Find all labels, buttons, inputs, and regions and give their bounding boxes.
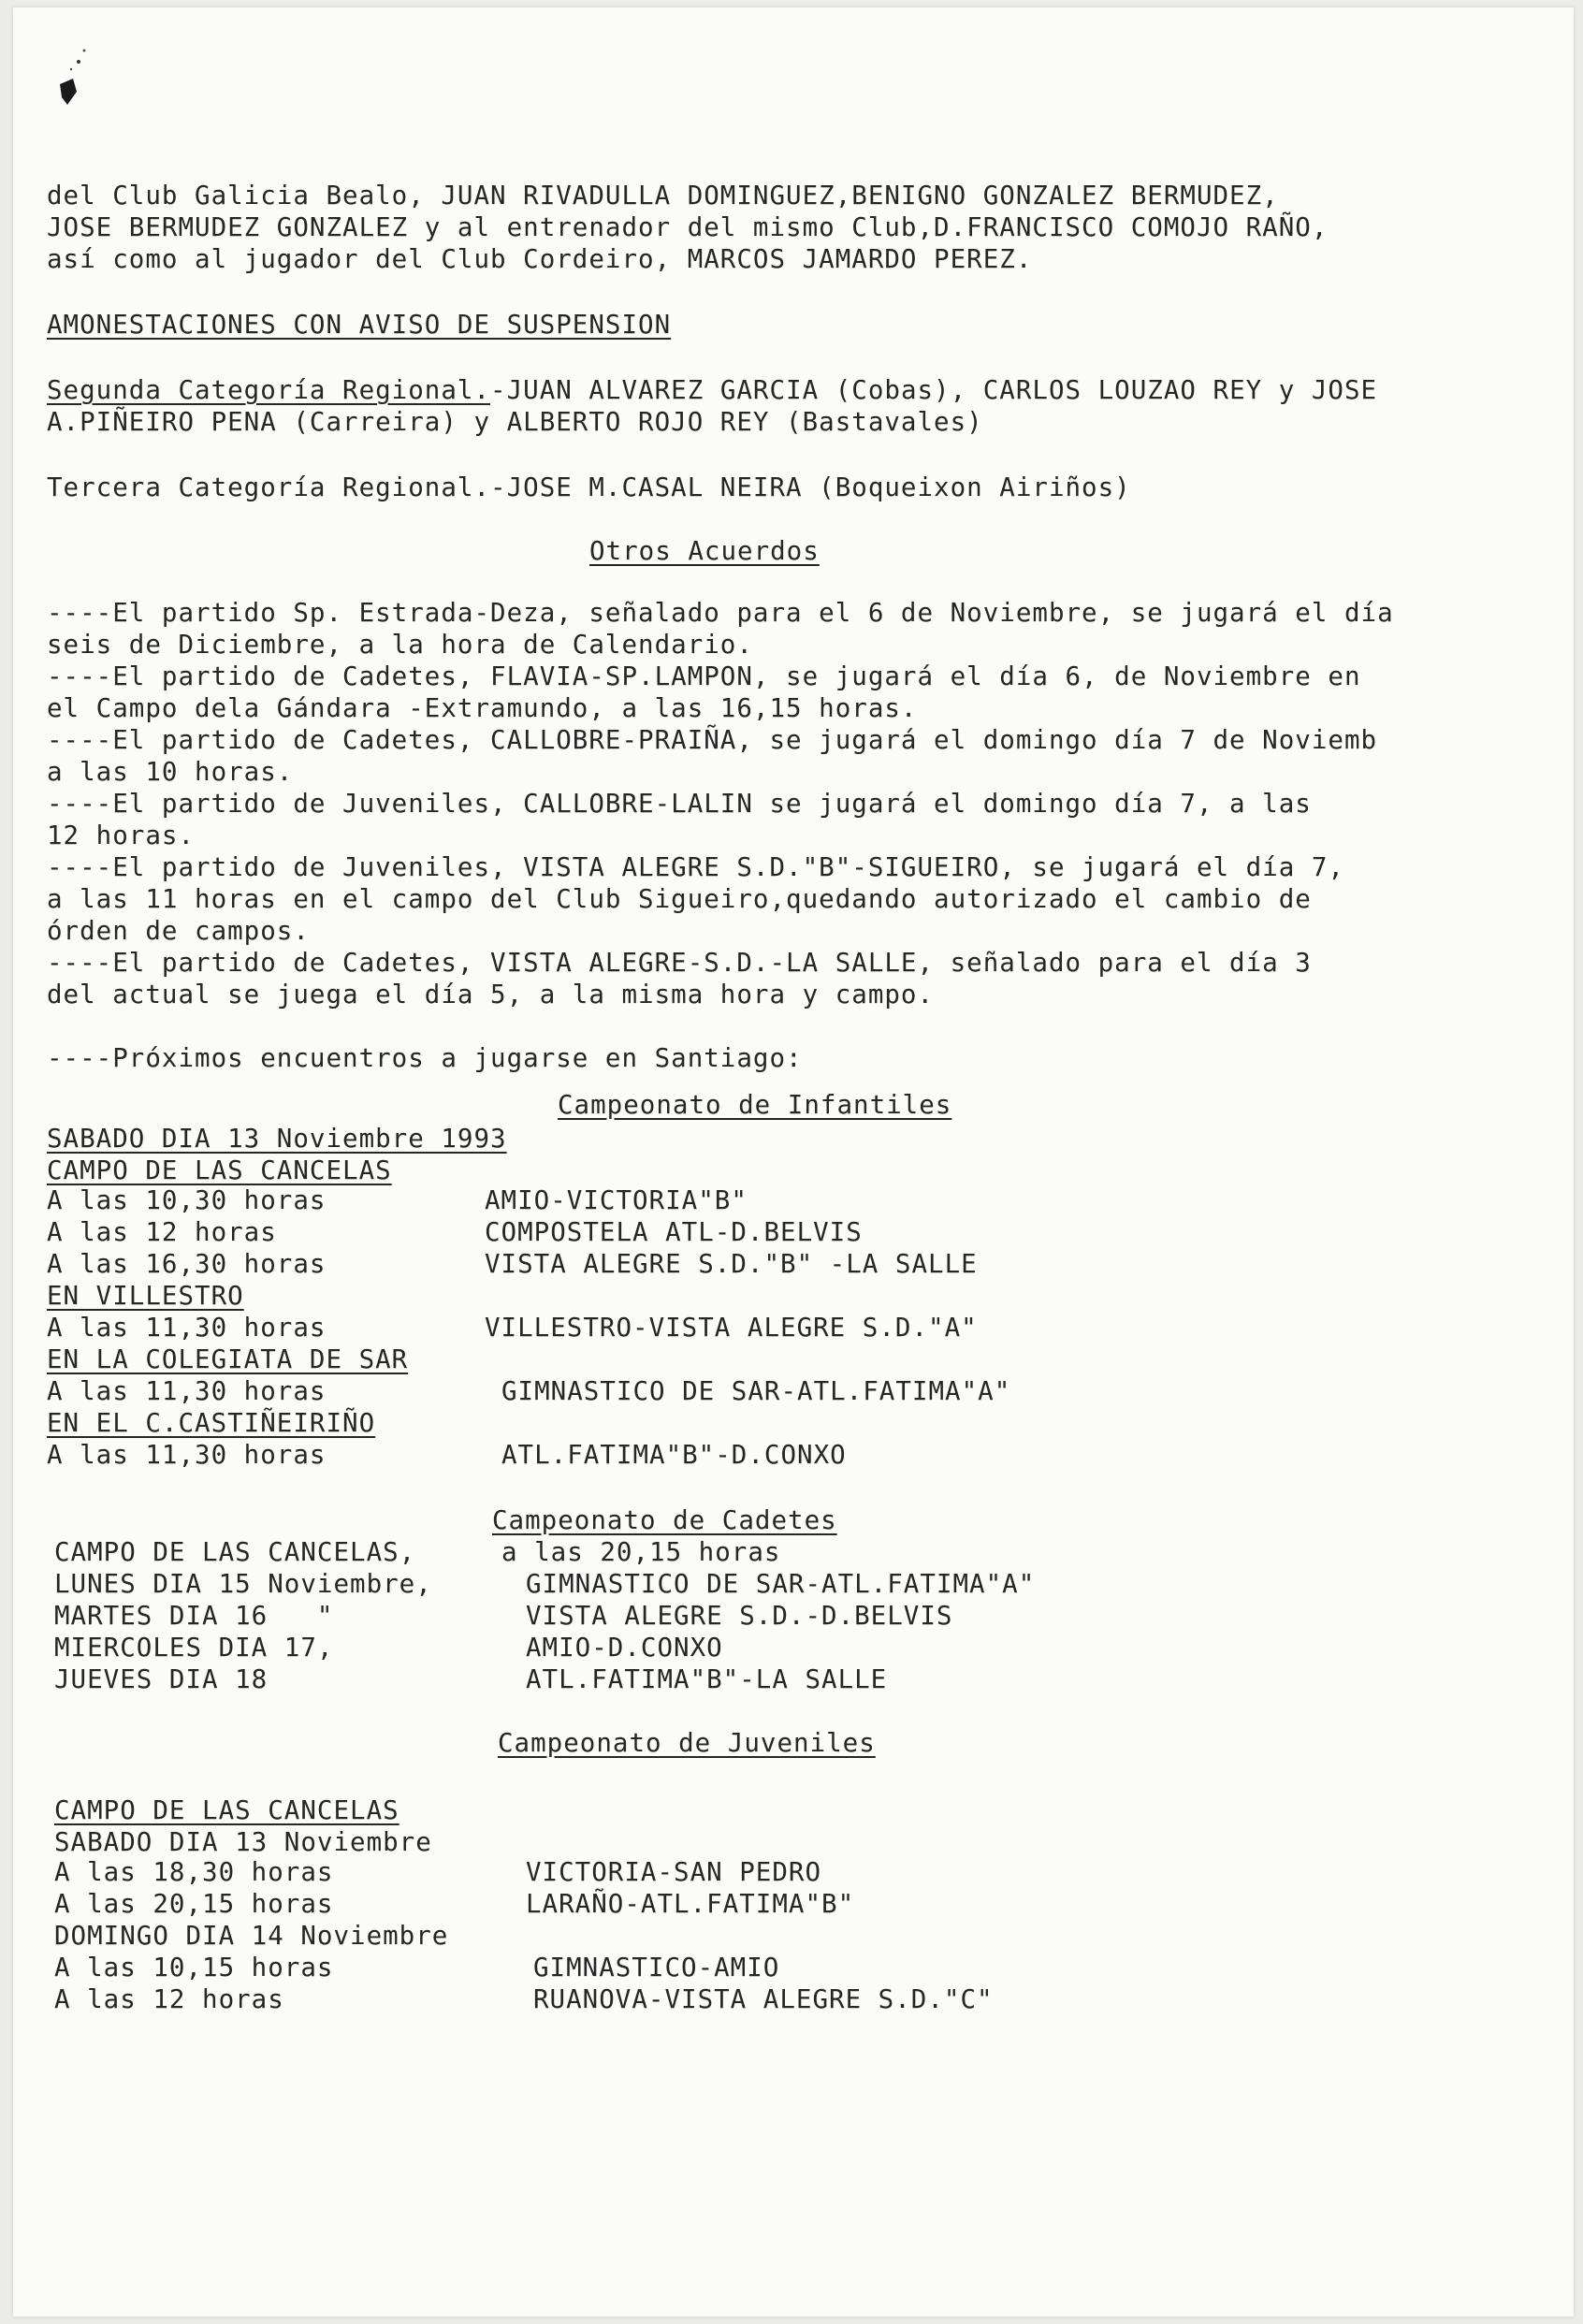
acuerdo-line: ----El partido de Cadetes, CALLOBRE-PRAIÑA, se jugará el domingo día 7 de Noviemb <box>47 725 1378 755</box>
schedule-label: LUNES DIA 15 Noviembre, <box>54 1569 432 1599</box>
schedule-label: DOMINGO DIA 14 Noviembre <box>54 1921 449 1951</box>
segunda-categoria-label: Segunda Categoría Regional. <box>47 375 491 405</box>
otros-acuerdos-heading: Otros Acuerdos <box>589 536 820 566</box>
acuerdo-line: del actual se juega el día 5, a la misma hora y campo. <box>47 980 935 1009</box>
schedule-label: MARTES DIA 16 " <box>54 1601 334 1631</box>
proximos-encuentros-line: ----Próximos encuentros a jugarse en Santiago: <box>47 1043 803 1073</box>
segunda-categoria-text: -JUAN ALVAREZ GARCIA (Cobas), CARLOS LOUZAO REY y JOSE <box>490 375 1378 405</box>
venue-label: CAMPO DE LAS CANCELAS <box>54 1795 399 1825</box>
match-time: A las 11,30 horas <box>47 1313 327 1343</box>
match-teams: GIMNASTICO DE SAR-ATL.FATIMA"A" <box>501 1376 1011 1406</box>
infantiles-date: SABADO DIA 13 Noviembre 1993 <box>47 1124 507 1154</box>
schedule-label: SABADO DIA 13 Noviembre <box>54 1827 432 1857</box>
intro-line: del Club Galicia Bealo, JUAN RIVADULLA DOMINGUEZ,BENIGNO GONZALEZ BERMUDEZ, <box>47 181 1279 211</box>
match-time: A las 20,15 horas <box>54 1889 334 1919</box>
match-teams: LARAÑO-ATL.FATIMA"B" <box>526 1889 855 1919</box>
match-time: A las 10,30 horas <box>47 1185 327 1215</box>
schedule-value: VISTA ALEGRE S.D.-D.BELVIS <box>526 1601 953 1631</box>
match-teams: VILLESTRO-VISTA ALEGRE S.D."A" <box>485 1313 978 1343</box>
acuerdo-line: ----El partido de Juveniles, CALLOBRE-LALIN se jugará el domingo día 7, a las <box>47 789 1312 819</box>
match-teams: VICTORIA-SAN PEDRO <box>526 1857 822 1887</box>
match-teams: RUANOVA-VISTA ALEGRE S.D."C" <box>533 1984 994 2014</box>
acuerdo-line: ----El partido de Cadetes, VISTA ALEGRE-S.D.-LA SALLE, señalado para el día 3 <box>47 948 1312 978</box>
match-time: A las 11,30 horas <box>47 1440 327 1470</box>
acuerdo-line: 12 horas. <box>47 821 196 850</box>
acuerdo-line: ----El partido de Juveniles, VISTA ALEGRE S.D."B"-SIGUEIRO, se jugará el día 7, <box>47 852 1344 882</box>
acuerdo-line: a las 10 horas. <box>47 757 294 787</box>
document-page <box>13 7 1574 2317</box>
match-teams: VISTA ALEGRE S.D."B" -LA SALLE <box>485 1249 978 1279</box>
match-time: A las 10,15 horas <box>54 1953 334 1983</box>
acuerdo-line: órden de campos. <box>47 916 310 946</box>
acuerdo-line: a las 11 horas en el campo del Club Sigueiro,quedando autorizado el cambio de <box>47 884 1312 914</box>
juveniles-heading: Campeonato de Juveniles <box>498 1728 876 1758</box>
schedule-label: CAMPO DE LAS CANCELAS, <box>54 1537 416 1567</box>
schedule-value: ATL.FATIMA"B"-LA SALLE <box>526 1664 888 1694</box>
match-teams: COMPOSTELA ATL-D.BELVIS <box>485 1217 863 1247</box>
acuerdo-line: seis de Diciembre, a la hora de Calendario. <box>47 630 753 660</box>
cadetes-heading: Campeonato de Cadetes <box>492 1505 837 1535</box>
match-time: A las 16,30 horas <box>47 1249 327 1279</box>
segunda-categoria-line <box>47 374 1377 406</box>
acuerdo-line: ----El partido de Cadetes, FLAVIA-SP.LAMPON, se jugará el día 6, de Noviembre en <box>47 661 1361 691</box>
schedule-value: a las 20,15 horas <box>501 1537 781 1567</box>
venue-label: EN EL C.CASTIÑEIRIÑO <box>47 1408 376 1438</box>
acuerdo-line: el Campo dela Gándara -Extramundo, a las 16,15 horas. <box>47 693 918 723</box>
match-teams: ATL.FATIMA"B"-D.CONXO <box>501 1440 847 1470</box>
venue-label: EN LA COLEGIATA DE SAR <box>47 1344 409 1374</box>
match-time: A las 12 horas <box>47 1217 277 1247</box>
amonestaciones-heading: AMONESTACIONES CON AVISO DE SUSPENSION <box>47 310 672 340</box>
match-time: A las 11,30 horas <box>47 1376 327 1406</box>
tercera-categoria-line: Tercera Categoría Regional.-JOSE M.CASAL NEIRA (Boqueixon Airiños) <box>47 472 1131 502</box>
schedule-label: JUEVES DIA 18 <box>54 1664 269 1694</box>
intro-line: JOSE BERMUDEZ GONZALEZ y al entrenador del mismo Club,D.FRANCISCO COMOJO RAÑO, <box>47 212 1329 242</box>
segunda-categoria-line-2: A.PIÑEIRO PENA (Carreira) y ALBERTO ROJO REY (Bastavales) <box>47 407 983 437</box>
match-time: A las 18,30 horas <box>54 1857 334 1887</box>
schedule-label: MIERCOLES DIA 17, <box>54 1633 334 1663</box>
intro-line: así como al jugador del Club Cordeiro, MARCOS JAMARDO PEREZ. <box>47 244 1033 274</box>
venue-label: EN VILLESTRO <box>47 1281 244 1311</box>
match-time: A las 12 horas <box>54 1984 284 2014</box>
acuerdo-line: ----El partido Sp. Estrada-Deza, señalado para el 6 de Noviembre, se jugará el día <box>47 598 1394 628</box>
infantiles-heading: Campeonato de Infantiles <box>558 1090 952 1120</box>
schedule-value: AMIO-D.CONXO <box>526 1633 723 1663</box>
schedule-value: GIMNASTICO DE SAR-ATL.FATIMA"A" <box>526 1569 1036 1599</box>
match-teams: AMIO-VICTORIA"B" <box>485 1185 748 1215</box>
ink-blot-mark <box>51 43 92 109</box>
venue-label: CAMPO DE LAS CANCELAS <box>47 1155 392 1185</box>
match-teams: GIMNASTICO-AMIO <box>533 1953 780 1983</box>
